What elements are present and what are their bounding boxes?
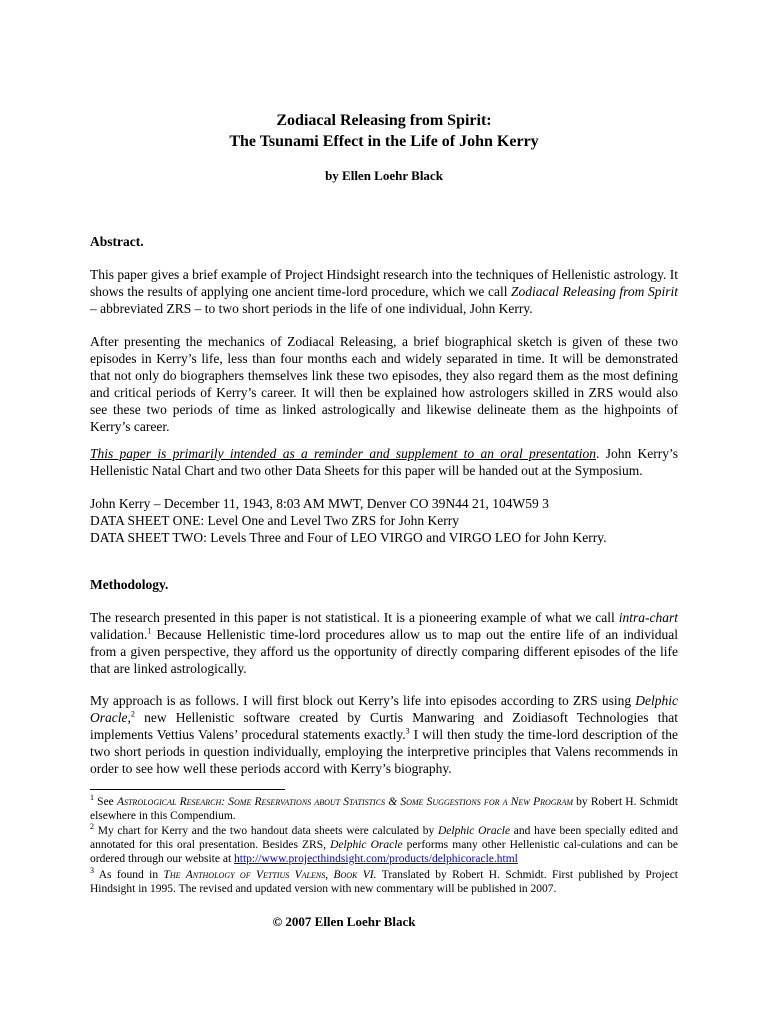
copyright-notice: © 2007 Ellen Loehr Black xyxy=(272,914,416,929)
footnote-1: $^1$ See Astrological Research: Some Reservations about Statistics & Some Suggestions for a New Program by Robert H. Schmidt elsewhere in this Compendium. xyxy=(90,793,678,822)
abstract-paragraph-3: This paper is primarily intended as a reminder and supplement to an oral presentation. John Kerry’s Hellenistic Natal Chart and two other Data Sheets for this paper will be handed out at the Symposium. xyxy=(90,446,678,478)
footnote-ref-1[interactable]: 1 xyxy=(147,626,152,636)
oral-presentation-note: This paper is primarily intended as a reminder and supplement to an oral presentation xyxy=(90,446,597,461)
methodology-paragraph-2: My approach is as follows. I will first block out Kerry’s life into episodes according to ZRS using Delphic Oracle,$^2$ new Hellenistic software created by Curtis Manwaring and Zoidiasoft Technologies that implements Vettius Valens’ procedural statements exactly.$^3$ I will then study the time-lord description of the two short periods in question individually, employing the interpretive principles that Valens recommends in order to see how well these periods accord with Kerry’s biography. xyxy=(90,693,678,776)
zrs-term: Zodiacal Releasing from Spirit xyxy=(511,284,678,299)
abstract-heading: Abstract. xyxy=(90,234,144,249)
title-line-1: Zodiacal Releasing from Spirit: xyxy=(276,112,492,129)
footnote-divider xyxy=(90,789,285,790)
title-line-2: The Tsunami Effect in the Life of John Kerry xyxy=(229,133,539,150)
data-line-sheet-one: DATA SHEET ONE: Level One and Level Two ZRS for John Kerry xyxy=(90,513,460,528)
abstract-paragraph-1: This paper gives a brief example of Project Hindsight research into the techniques of Hellenistic astrology. It shows the results of applying one ancient time-lord procedure, which we call Zodiacal Releasing from Spirit – abbreviated ZRS – to two short periods in the life of one individual, John Kerry. xyxy=(90,267,678,316)
footnote-2: $^2$ My chart for Kerry and the two handout data sheets were calculated by Delphic Oracle and have been specially edited and annotated for this oral presentation. Besides ZRS, Delphic Oracle performs many other Hellenistic cal-culations and can be ordered through our website at http://www.projecthindsight.com/products/delphicoracle.html xyxy=(90,822,678,865)
methodology-heading: Methodology. xyxy=(90,577,169,592)
data-line-birth: John Kerry – December 11, 1943, 8:03 AM MWT, Denver CO 39N44 21, 104W59 3 xyxy=(90,496,549,511)
delphic-oracle-link[interactable]: http://www.projecthindsight.com/products/delphicoracle.html xyxy=(234,853,518,865)
author-byline: by Ellen Loehr Black xyxy=(325,168,443,183)
data-lines xyxy=(90,495,678,546)
data-line-sheet-two: DATA SHEET TWO: Levels Three and Four of LEO VIRGO and VIRGO LEO for John Kerry. xyxy=(90,530,607,545)
paper-title xyxy=(0,110,768,152)
methodology-paragraph-1: The research presented in this paper is not statistical. It is a pioneering example of what we call intra-chart validation.$^1$ Because Hellenistic time-lord procedures allow us to map out the entire life of an individual from a given perspective, they afford us the opportunity of directly comparing different episodes of the life that are linked astrologically. xyxy=(90,610,678,676)
footnote-3: $^3$ As found in The Anthology of Vettius Valens, Book VI. Translated by Robert H. Schmidt. First published by Project Hindsight in 1995. The revised and updated version with new commentary will be published in 2007. xyxy=(90,866,679,895)
footnote-ref-2[interactable]: 2 xyxy=(130,709,135,719)
abstract-paragraph-2: After presenting the mechanics of Zodiacal Releasing, a brief biographical sketch is given of these two episodes in Kerry’s life, less than four months each and widely separated in time. It will be demonstrated that not only do biographers themselves link these two episodes, they also regard them as the most defining and critical periods of Kerry’s career. It will then be explained how astrologers skilled in ZRS would also see these two periods of time as linked astrologically and likewise delineate them as the highpoints of Kerry’s career. xyxy=(90,334,678,434)
footnote-ref-3[interactable]: 3 xyxy=(405,726,410,736)
